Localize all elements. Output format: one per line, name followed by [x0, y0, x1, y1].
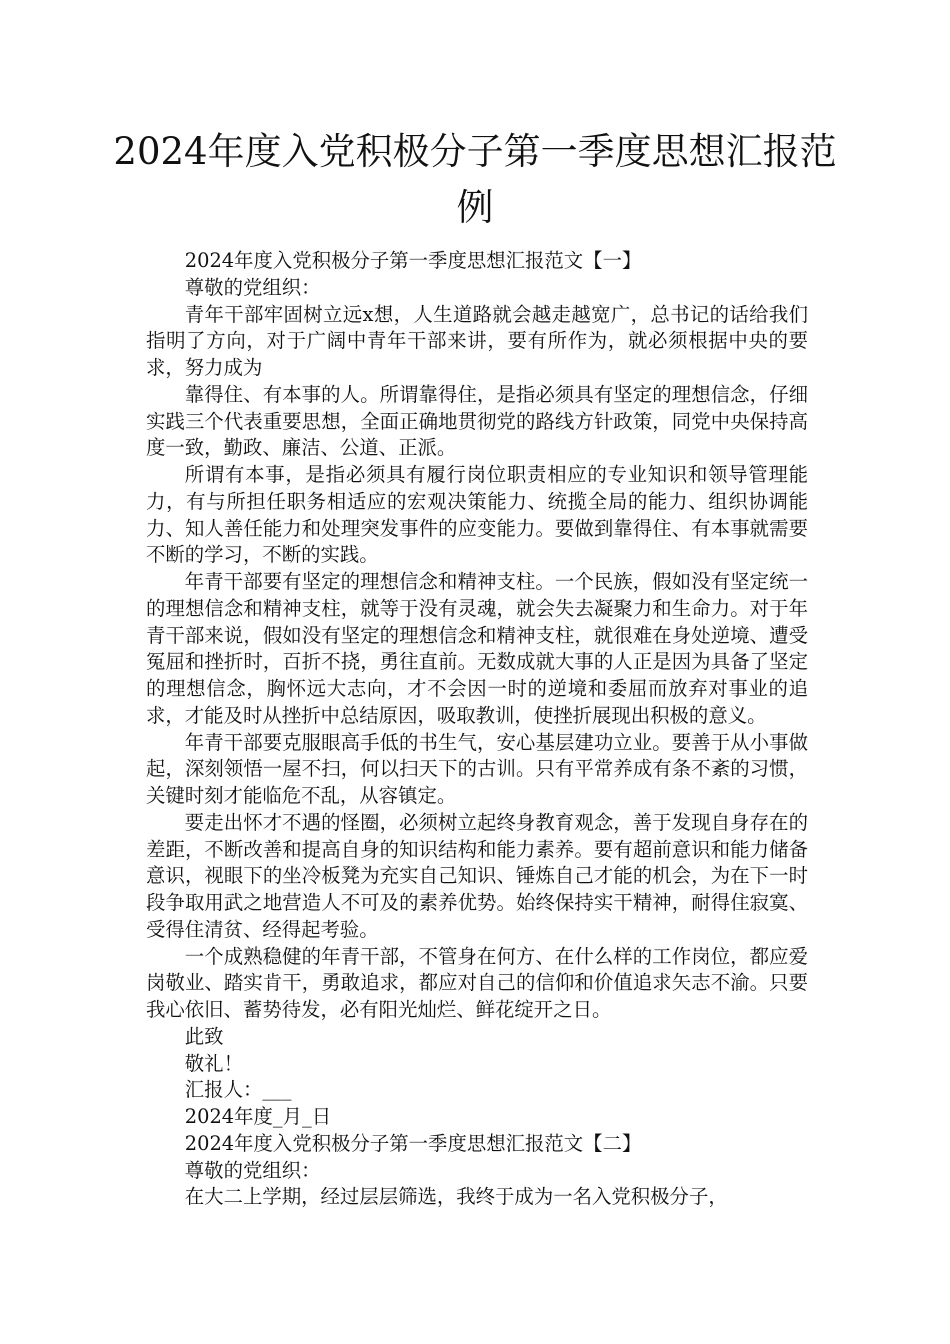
section-heading-1: 2024年度入党积极分子第一季度思想汇报范文【一】 — [184, 249, 642, 272]
closing-regards: 敬礼！ — [184, 1051, 243, 1075]
salutation-2: 尊敬的党组织： — [184, 1158, 321, 1182]
reporter-line: 汇报人：___ — [184, 1078, 292, 1102]
body-paragraph: 年青干部要有坚定的理想信念和精神支柱。一个民族，假如没有坚定统一的理想信念和精神支柱，就等于没有灵魂，就会失去凝聚力和生命力。对于年青干部来说，假如没有坚定的理想信念和精神支柱，就很难在身处逆境、遭受冤屈和挫折时，百折不挠，勇往直前。无数成就大事的人正是因为具备了坚定的理想信念，胸怀远大志向，才不会因一时的逆境和委屈而放弃对事业的追求，才能及时从挫折中总结原因，吸取教训，使挫折展现出积极的意义。 — [146, 570, 808, 727]
closing-line: 此致 — [184, 1024, 224, 1048]
body-paragraph: 所谓有本事，是指必须具有履行岗位职责相应的专业知识和领导管理能力，有与所担任职务相适应的宏观决策能力、统揽全局的能力、组织协调能力、知人善任能力和处理突发事件的应变能力。要做到靠得住、有本事就需要不断的学习，不断的实践。 — [146, 463, 808, 567]
body-paragraph: 年青干部要克服眼高手低的书生气，安心基层建功立业。要善于从小事做起，深刻领悟一屋不扫，何以扫天下的古训。只有平常养成有条不紊的习惯，关键时刻才能临危不乱，从容镇定。 — [146, 730, 808, 807]
body-paragraph: 一个成熟稳健的年青干部，不管身在何方、在什么样的工作岗位，都应爱岗敬业、踏实肯干，勇敢追求，都应对自己的信仰和价值追求矢志不渝。只要我心依旧、蓄势待发，必有阳光灿烂、鲜花绽开之日。 — [146, 944, 808, 1021]
section-heading-2: 2024年度入党积极分子第一季度思想汇报范文【二】 — [184, 1131, 642, 1155]
body-paragraph: 在大二上学期，经过层层筛选，我终于成为一名入党积极分子， — [184, 1185, 728, 1209]
body-paragraph: 青年干部牢固树立远x想，人生道路就会越走越宽广，总书记的话给我们指明了方向，对于广阔中青年干部来讲，要有所作为，就必须根据中央的要求，努力成为 — [146, 302, 808, 379]
body-paragraph: 要走出怀才不遇的怪圈，必须树立起终身教育观念，善于发现自身存在的差距，不断改善和提高自身的知识结构和能力素养。要有超前意识和能力储备意识，视眼下的坐冷板凳为充实自己知识、锤炼自己才能的机会，为在下一时段争取用武之地营造人不可及的素养优势。始终保持实干精神，耐得住寂寞、受得住清贫、经得起考验。 — [146, 810, 808, 941]
date-line: 2024年度_月_日 — [184, 1105, 332, 1128]
document-body — [146, 248, 808, 1211]
document-title: 2024年度入党积极分子第一季度思想汇报范例 — [113, 130, 837, 229]
salutation-1: 尊敬的党组织： — [184, 275, 321, 299]
body-paragraph: 靠得住、有本事的人。所谓靠得住，是指必须具有坚定的理想信念，仔细实践三个代表重要思想，全面正确地贯彻党的路线方针政策，同党中央保持高度一致，勤政、廉洁、公道、正派。 — [146, 382, 808, 460]
